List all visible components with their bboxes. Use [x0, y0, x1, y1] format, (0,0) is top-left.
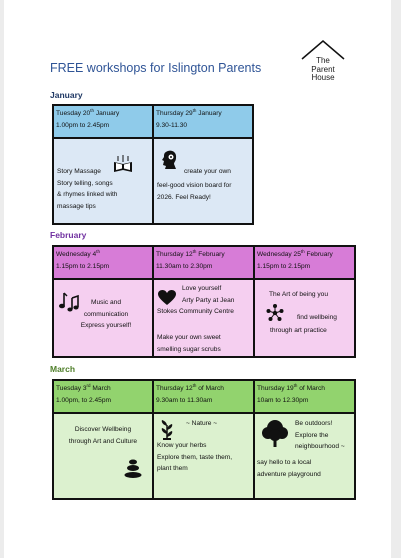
date: Thursday 19th of March	[257, 382, 325, 392]
date: Thursday 29th January	[156, 107, 222, 117]
text-line: through art practice	[270, 327, 327, 334]
time: 9.30-11.30	[156, 121, 188, 129]
date: Wednesday 4th	[56, 248, 100, 258]
text-line: feel-good vision board for	[157, 182, 232, 189]
logo-line-2: Parent	[311, 64, 335, 74]
text-line: Love yourself	[182, 285, 222, 292]
march-col3-body	[254, 413, 355, 499]
month-heading-march: March	[50, 364, 76, 374]
january-col1-header	[53, 105, 153, 138]
month-heading-january: January	[50, 90, 83, 100]
january-col2-header	[153, 105, 253, 138]
head-silhouette-icon	[160, 149, 180, 171]
text-line: find wellbeing	[297, 314, 337, 321]
text-line: 2026. Feel Ready!	[157, 193, 211, 201]
logo-line-3: House	[311, 73, 335, 83]
herb-plant-icon	[158, 420, 176, 440]
stacked-stones-icon	[123, 458, 143, 478]
february-table	[52, 245, 356, 358]
march-col2-header	[153, 380, 254, 413]
text-line: plant them	[157, 465, 188, 472]
february-col1-header	[53, 246, 153, 279]
text-line: The Art of being you	[269, 291, 329, 298]
text-line: say hello to a local	[257, 459, 312, 466]
january-col2-body	[153, 138, 253, 224]
parent-house-logo	[296, 38, 350, 86]
text-line: Story Massage	[57, 168, 101, 175]
february-col3-body	[254, 279, 355, 357]
text-line: Express yourself!	[80, 322, 132, 329]
time: 1.15pm to 2.15pm	[257, 262, 311, 270]
date: Tuesday 3rd March	[56, 382, 111, 392]
date: Wednesday 25th February	[257, 248, 333, 258]
march-col1-body	[53, 413, 153, 499]
text-line: Be outdoors!	[295, 420, 333, 427]
february-col3-header	[254, 246, 355, 279]
time: 10am to 12.30pm	[257, 396, 309, 404]
january-table	[52, 104, 254, 225]
time: 1.15pm to 2.15pm	[56, 262, 110, 270]
march-col3-header	[254, 380, 355, 413]
march-col2-body	[153, 413, 254, 499]
text-line: massage tips	[57, 202, 96, 210]
february-col1-body	[53, 279, 153, 357]
flyer-page	[4, 0, 391, 558]
march-table	[52, 379, 356, 500]
february-col2-header	[153, 246, 254, 279]
text-line: Arty Party at Jean	[182, 296, 235, 304]
text-line: Stokes Community Centre	[157, 308, 234, 315]
text-line: create your own	[184, 168, 231, 175]
text-line: Know your herbs	[157, 442, 207, 449]
text-line: & rhymes linked with	[57, 191, 118, 198]
tree-icon	[260, 418, 290, 448]
text-line: Make your own sweet	[157, 334, 221, 341]
time: 1.00pm, to 2.45pm	[56, 396, 111, 404]
text-line: through Art and Culture	[68, 437, 138, 445]
sparkle-icon	[266, 304, 284, 322]
text-line: adventure playground	[257, 470, 321, 478]
january-col1-body	[53, 138, 153, 224]
text-line: Story telling, songs	[57, 179, 113, 187]
date: Thursday 12th February	[156, 248, 225, 258]
text-line: Explore the	[295, 431, 329, 439]
text-line: smelling sugar scrubs	[157, 345, 221, 353]
text-line: communication	[83, 310, 129, 318]
date: Thursday 12th of March	[156, 382, 224, 392]
text-line: ~ Nature ~	[186, 420, 218, 427]
logo-line-1: The	[316, 56, 330, 65]
time: 9.30am to 11.30am	[156, 396, 213, 404]
date: Tuesday 20th January	[56, 107, 120, 117]
month-heading-february: February	[50, 230, 87, 240]
february-col2-body	[153, 279, 254, 357]
text-line: Explore them, taste them,	[157, 453, 233, 461]
time: 1.00pm to 2.45pm	[56, 121, 110, 129]
march-col1-header	[53, 380, 153, 413]
time: 11.30am to 2.30pm	[156, 262, 213, 270]
text-line: neighbourhood ~	[295, 443, 345, 450]
heart-icon	[158, 290, 176, 306]
text-line: Music and	[90, 299, 122, 306]
page-title: FREE workshops for Islington Parents	[50, 61, 262, 75]
text-line: Discover Wellbeing	[74, 426, 132, 433]
